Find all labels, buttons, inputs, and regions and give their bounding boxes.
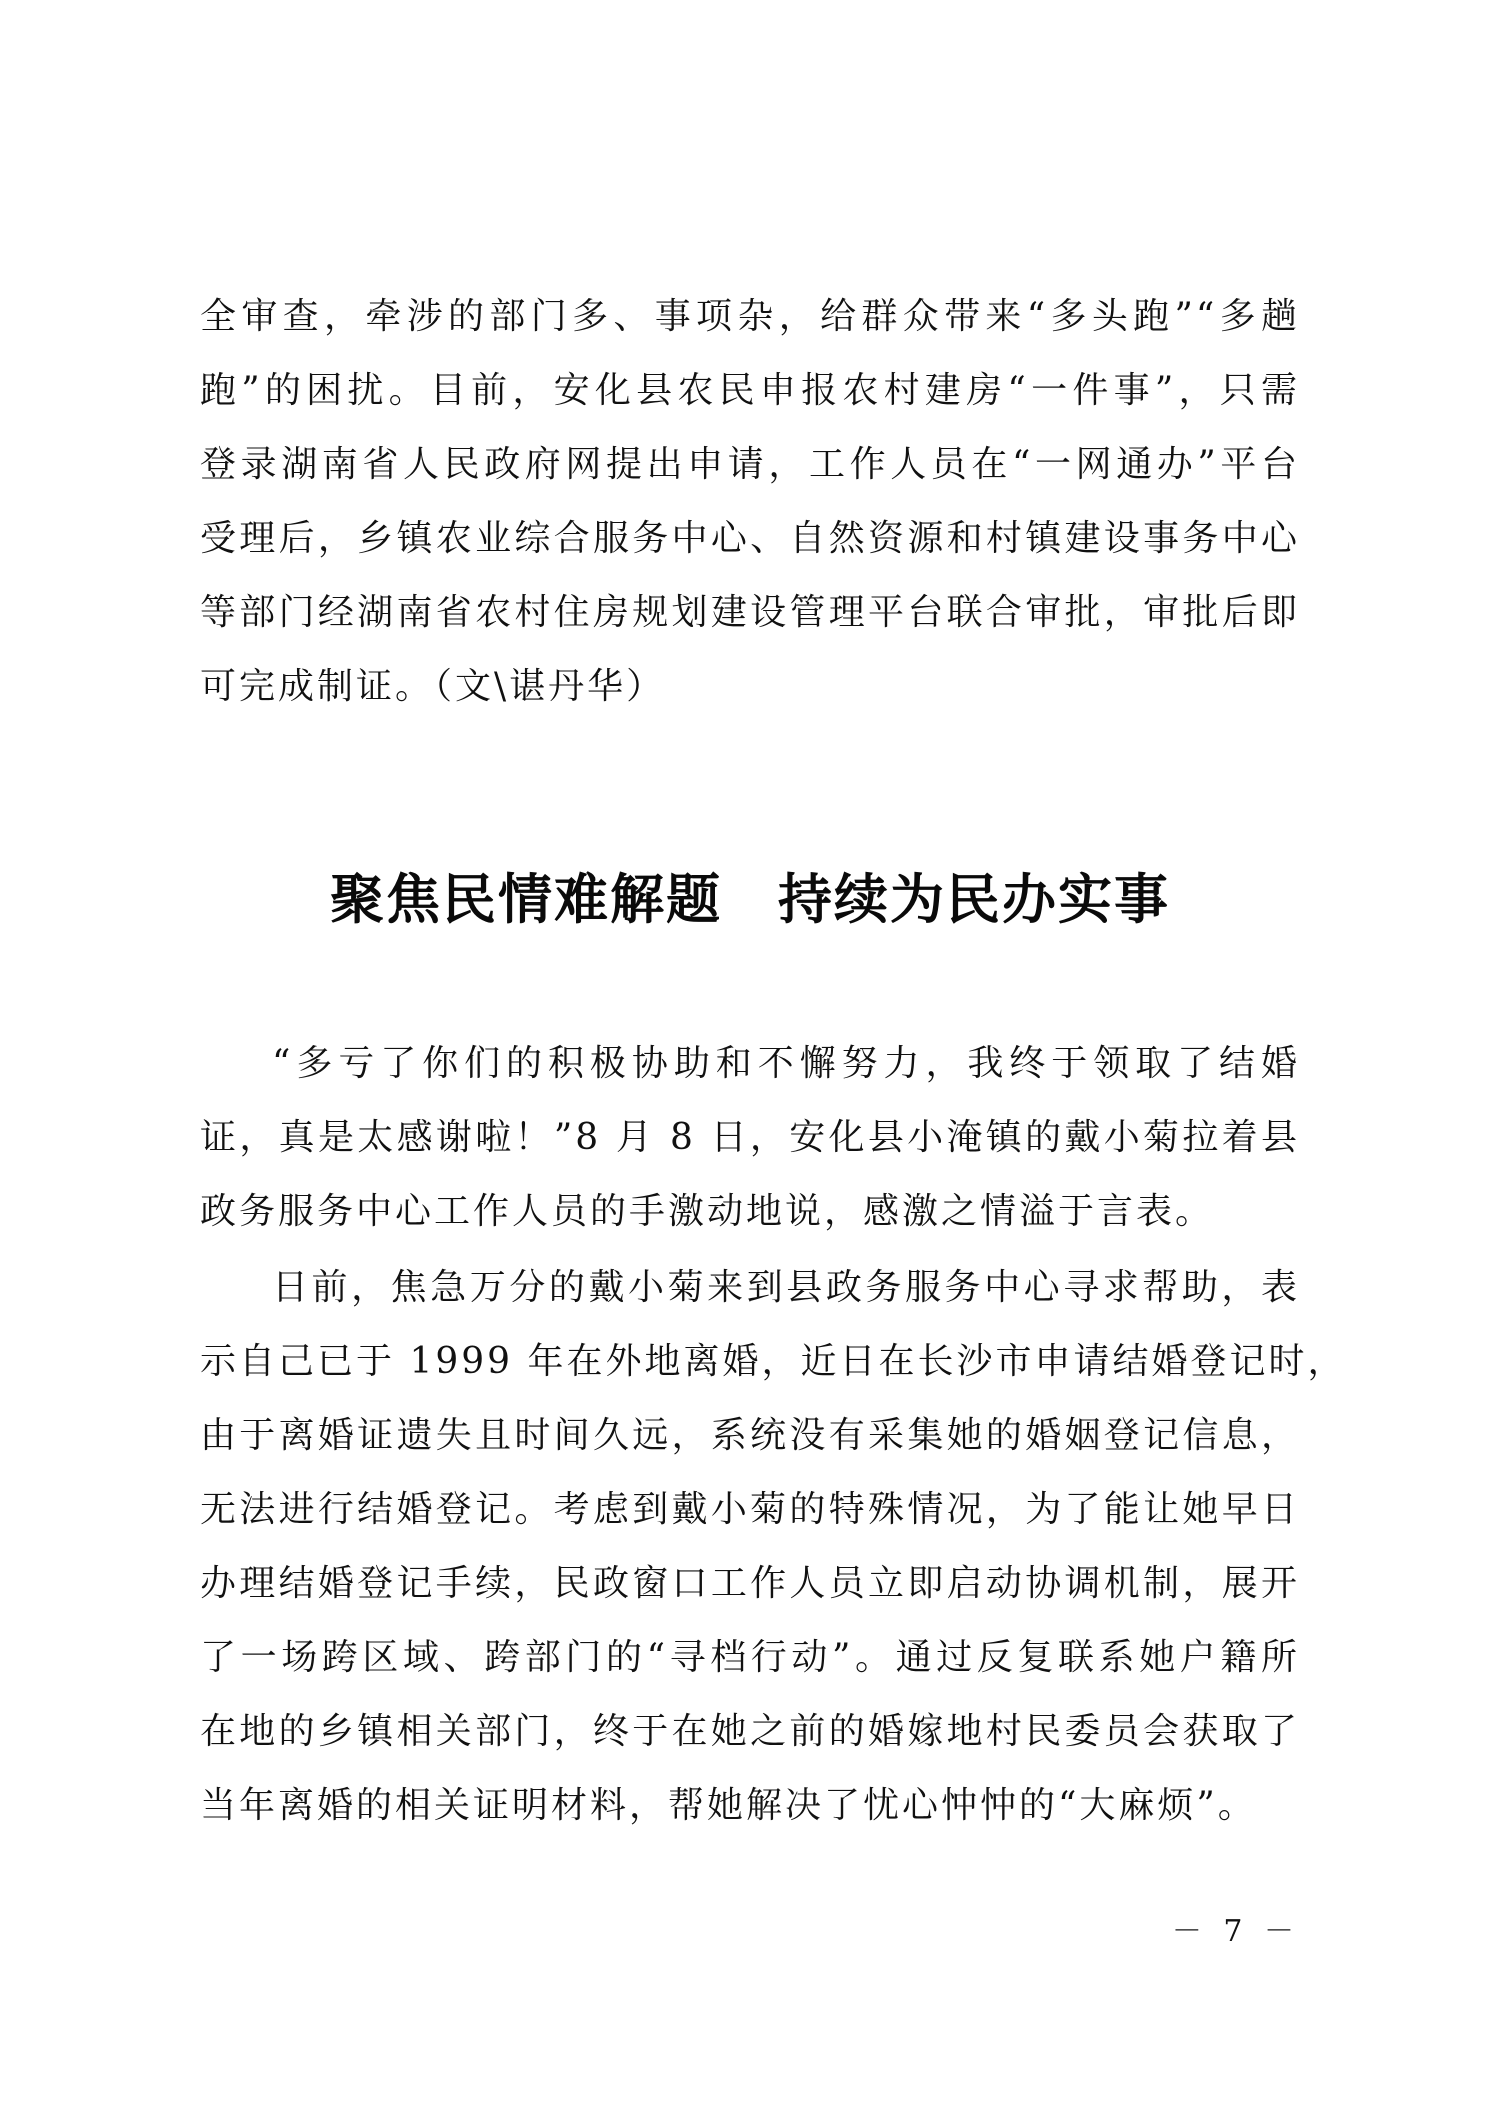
text-line: 无法进行结婚登记。考虑到戴小菊的特殊情况，为了能让她早日 xyxy=(200,1489,1300,1530)
article-title: 聚焦民情难解题 持续为民办实事 xyxy=(330,868,1170,931)
text-line: 等部门经湖南省农村住房规划建设管理平台联合审批，审批后即 xyxy=(200,592,1300,633)
text-line: 当年离婚的相关证明材料，帮她解决了忧心忡忡的“大麻烦”。 xyxy=(200,1785,1257,1826)
text-line: 受理后，乡镇农业综合服务中心、自然资源和村镇建设事务中心 xyxy=(200,518,1300,559)
text-line: 可完成制证。（文\谌丹华） xyxy=(200,666,666,707)
continued-paragraph xyxy=(200,280,1300,724)
text-line: 日前，焦急万分的戴小菊来到县政务服务中心寻求帮助，表 xyxy=(272,1267,1300,1308)
page-number: － 7 － xyxy=(1171,1914,1300,1949)
paragraph-1 xyxy=(200,1027,1300,1249)
text-line: 证，真是太感谢啦！”8 月 8 日，安化县小淹镇的戴小菊拉着县 xyxy=(200,1117,1300,1158)
text-line: “多亏了你们的积极协助和不懈努力，我终于领取了结婚 xyxy=(272,1043,1300,1084)
text-line: 了一场跨区域、跨部门的“寻档行动”。通过反复联系她户籍所 xyxy=(200,1637,1300,1678)
text-line: 在地的乡镇相关部门，终于在她之前的婚嫁地村民委员会获取了 xyxy=(200,1711,1300,1752)
text-line: 示自己已于 1999 年在外地离婚，近日在长沙市申请结婚登记时， xyxy=(200,1341,1347,1382)
text-line: 全审查，牵涉的部门多、事项杂，给群众带来“多头跑”“多趟 xyxy=(200,296,1300,337)
paragraph-2 xyxy=(200,1251,1347,1843)
text-line: 政务服务中心工作人员的手激动地说，感激之情溢于言表。 xyxy=(200,1191,1215,1232)
text-line: 跑”的困扰。目前，安化县农民申报农村建房“一件事”，只需 xyxy=(200,370,1300,411)
text-line: 登录湖南省人民政府网提出申请，工作人员在“一网通办”平台 xyxy=(200,444,1300,485)
text-line: 办理结婚登记手续，民政窗口工作人员立即启动协调机制，展开 xyxy=(200,1563,1300,1604)
text-line: 由于离婚证遗失且时间久远，系统没有采集她的婚姻登记信息， xyxy=(200,1415,1300,1456)
